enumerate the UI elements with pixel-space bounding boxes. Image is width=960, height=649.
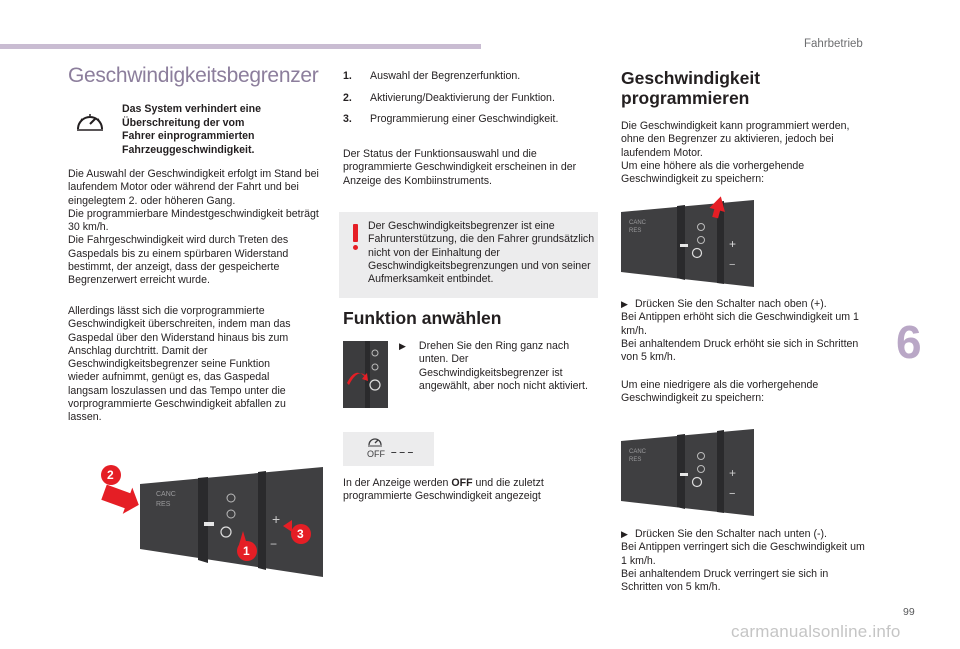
function-list bbox=[343, 70, 593, 135]
speed-limiter-icon bbox=[75, 110, 105, 132]
svg-text:−: − bbox=[270, 537, 278, 551]
left-paragraph-2: Allerdings lässt sich die vorprogrammierte Geschwindigkeit überschreiten, indem man das Gaspedal über den Widerstand hinaus bis zum Anschlag durchtritt. Damit der Geschwindigkeitsbegrenzer seine Funktion wieder aufnimmt, genügt es, das Gaspedal langsam loszulassen und das Tempo unter die vorprogrammierte Geschwindigkeit abfallen zu lassen. bbox=[68, 305, 291, 424]
svg-text:−: − bbox=[729, 488, 736, 500]
display-dashes: – – – bbox=[391, 447, 414, 458]
arrow-bullet-icon: ▶ bbox=[621, 529, 628, 539]
svg-text:−: − bbox=[729, 259, 736, 271]
header-bar bbox=[0, 44, 481, 49]
chapter-number: 6 bbox=[896, 316, 922, 368]
res-label: RES bbox=[629, 228, 642, 234]
canc-label: CANC bbox=[156, 491, 176, 498]
intro-bold: Das System verhindert eine Überschreitung der vom Fahrer einprogrammierten Fahrzeuggeschwindigkeit. bbox=[122, 103, 261, 156]
chapter-title: Fahrbetrieb bbox=[804, 38, 863, 50]
svg-text:+: + bbox=[729, 237, 737, 251]
stalk-down-illustration bbox=[621, 425, 754, 516]
res-label: RES bbox=[156, 501, 171, 508]
ring-stalk-illustration bbox=[343, 341, 388, 408]
warning-text: Der Geschwindigkeitsbegrenzer ist eine Fahrunterstützung, die den Fahrer grundsätzlich nicht von der Einhaltung der Geschwindigkeitsbegrenzungen und von seiner Aufmerksamkeit entbindet. bbox=[368, 220, 595, 286]
control-stalk-illustration bbox=[98, 464, 323, 577]
section-title-select: Funktion anwählen bbox=[343, 308, 502, 328]
display-off: OFF bbox=[367, 449, 385, 459]
list-item: 2. Aktivierung/Deaktivierung der Funktion. bbox=[343, 91, 555, 104]
display-text: In der Anzeige werden OFF und die zuletzt programmierte Geschwindigkeit angezeigt bbox=[343, 477, 544, 503]
up-instruction: ▶ Drücken Sie den Schalter nach oben (+). Bei Antippen erhöht sich die Geschwindigkeit um 1 km/h. Bei anhaltendem Druck erhöht sie sich in Schritten von 5 km/h. bbox=[621, 298, 859, 364]
callout-2: 2 bbox=[107, 468, 114, 482]
lower-intro: Um eine niedrigere als die vorhergehende Geschwindigkeit zu speichern: bbox=[621, 379, 819, 405]
list-item: 1. Auswahl der Begrenzerfunktion. bbox=[343, 70, 521, 82]
page-number: 99 bbox=[903, 606, 915, 618]
program-intro: Die Geschwindigkeit kann programmiert werden, ohne den Begrenzer zu aktivieren, jedoch bei laufendem Motor. Um eine höhere als die vorhergehende Geschwindigkeit zu speichern: bbox=[621, 120, 850, 186]
res-label: RES bbox=[629, 457, 642, 463]
arrow-bullet-icon: ▶ bbox=[399, 341, 406, 351]
select-instruction: ▶ Drehen Sie den Ring ganz nach unten. Der Geschwindigkeitsbegrenzer ist angewählt, aber noch nicht aktiviert. bbox=[399, 340, 588, 392]
arrow-bullet-icon: ▶ bbox=[621, 299, 628, 309]
list-item: 3. Programmierung einer Geschwindigkeit. bbox=[343, 113, 559, 126]
stalk-up-illustration bbox=[621, 196, 754, 287]
callout-3: 3 bbox=[297, 527, 304, 541]
left-paragraph-1: Die Auswahl der Geschwindigkeit erfolgt im Stand bei laufendem Motor oder während der Fahrt und bei eingelegtem 2. oder höheren Gang. Die programmierbare Mindestgeschwindigkeit beträgt 30 km/h. Die Fahrgeschwindigkeit wird durch Treten des Gaspedals bis zu einem spürbaren Widerstand bestimmt, der anzeigt, dass der gespeicherte Begrenzerwert erreicht wurde. bbox=[68, 168, 319, 287]
svg-text:+: + bbox=[729, 466, 737, 480]
watermark: carmanualsonline.info bbox=[731, 622, 901, 641]
page-title: Geschwindigkeitsbegrenzer bbox=[68, 64, 319, 87]
cluster-display bbox=[343, 432, 434, 466]
warning-box bbox=[339, 212, 598, 298]
section-title-program: Geschwindigkeit programmieren bbox=[621, 68, 761, 108]
canc-label: CANC bbox=[629, 449, 647, 455]
callout-1: 1 bbox=[243, 544, 250, 558]
canc-label: CANC bbox=[629, 220, 647, 226]
svg-text:+: + bbox=[272, 511, 281, 527]
down-instruction: ▶ Drücken Sie den Schalter nach unten (-). Bei Antippen verringert sich die Geschwindigkeit um 1 km/h. Bei anhaltendem Druck verringert sie sich in Schritten von 5 km/h. bbox=[621, 528, 865, 594]
warning-icon bbox=[353, 224, 358, 242]
status-text: Der Status der Funktionsauswahl und die programmierte Geschwindigkeit erscheinen in der Anzeige des Kombiinstruments. bbox=[343, 148, 577, 187]
